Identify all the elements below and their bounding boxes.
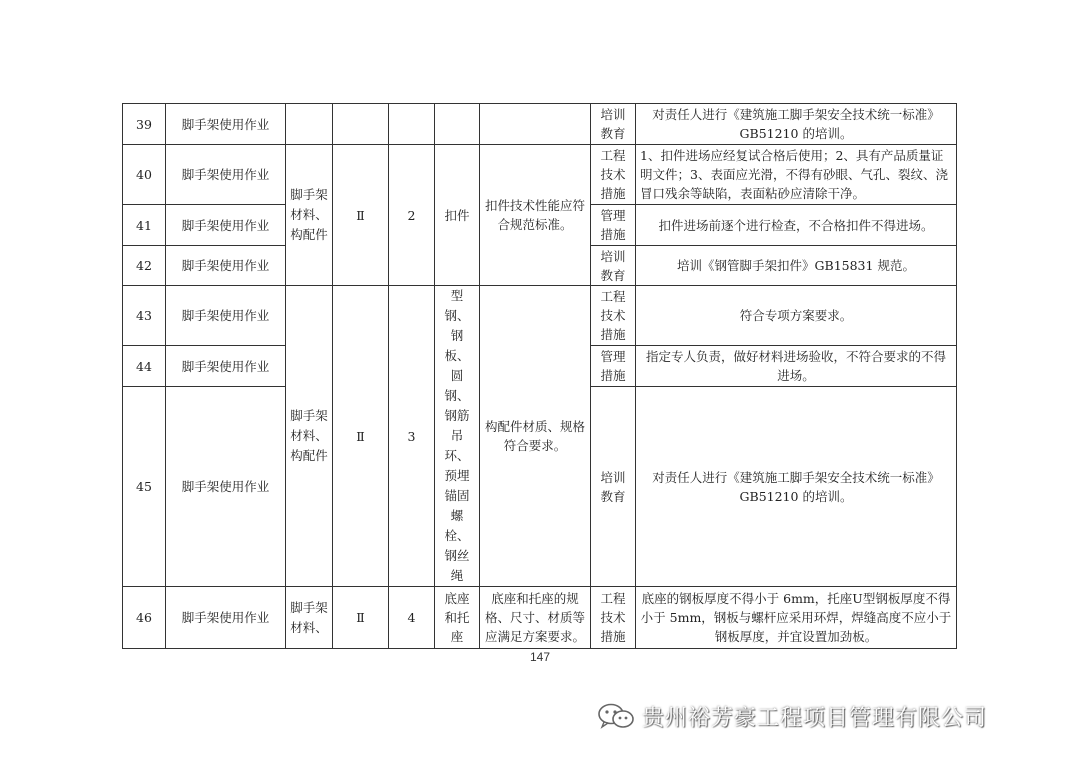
work-item: 脚手架使用作业 — [166, 246, 286, 286]
category-cell: 脚手架材料、构配件 — [286, 286, 333, 587]
measure-text: 扣件进场前逐个进行检查，不合格扣件不得进场。 — [636, 205, 957, 246]
measure-text: 指定专人负责，做好材料进场验收，不符合要求的不得进场。 — [636, 346, 957, 387]
work-item: 脚手架使用作业 — [166, 346, 286, 387]
row-number: 42 — [123, 246, 166, 286]
work-item: 脚手架使用作业 — [166, 205, 286, 246]
code-cell: 2 — [389, 145, 435, 286]
work-item: 脚手架使用作业 — [166, 145, 286, 205]
work-item: 脚手架使用作业 — [166, 104, 286, 145]
measure-text: 培训《钢管脚手架扣件》GB15831 规范。 — [636, 246, 957, 286]
measure-type: 管理措施 — [591, 346, 636, 387]
row-number: 43 — [123, 286, 166, 346]
category-cell — [286, 104, 333, 145]
work-item: 脚手架使用作业 — [166, 387, 286, 587]
page-number: 147 — [529, 650, 551, 664]
table-row — [123, 587, 957, 649]
measure-text: 1、扣件进场应经复试合格后使用；2、具有产品质量证明文件；3、表面应光滑，不得有砂眼、气孔、裂纹、浇冒口残余等缺陷，表面粘砂应清除干净。 — [636, 145, 957, 205]
requirement-cell: 构配件材质、规格符合要求。 — [480, 286, 591, 587]
row-number: 46 — [123, 587, 166, 649]
measure-text: 对责任人进行《建筑施工脚手架安全技术统一标准》GB51210 的培训。 — [636, 104, 957, 145]
object-cell: 底座和托座 — [435, 587, 480, 649]
code-cell: 3 — [389, 286, 435, 587]
work-item: 脚手架使用作业 — [166, 587, 286, 649]
requirement-cell: 底座和托座的规格、尺寸、材质等应满足方案要求。 — [480, 587, 591, 649]
measure-type: 管理措施 — [591, 205, 636, 246]
wechat-icon — [596, 702, 636, 730]
measure-type: 工程技术措施 — [591, 145, 636, 205]
object-cell: 扣件 — [435, 145, 480, 286]
table-row — [123, 145, 957, 205]
level-cell — [333, 104, 389, 145]
row-number: 39 — [123, 104, 166, 145]
table-row — [123, 286, 957, 346]
table-row — [123, 104, 957, 145]
requirement-cell — [480, 104, 591, 145]
category-cell: 脚手架材料、构配件 — [286, 145, 333, 286]
level-cell: Ⅱ — [333, 587, 389, 649]
object-cell — [435, 104, 480, 145]
measure-type: 工程技术措施 — [591, 286, 636, 346]
level-cell: Ⅱ — [333, 286, 389, 587]
row-number: 40 — [123, 145, 166, 205]
object-cell: 型钢、钢板、圆钢、钢筋吊环、预埋锚固螺栓、钢丝绳 — [435, 286, 480, 587]
measure-text: 对责任人进行《建筑施工脚手架安全技术统一标准》GB51210 的培训。 — [636, 387, 957, 587]
watermark — [596, 700, 987, 732]
category-cell: 脚手架材料、 — [286, 587, 333, 649]
measure-text: 符合专项方案要求。 — [636, 286, 957, 346]
row-number: 44 — [123, 346, 166, 387]
requirement-cell: 扣件技术性能应符合规范标准。 — [480, 145, 591, 286]
measure-text: 底座的钢板厚度不得小于 6mm，托座U型钢板厚度不得小于 5mm，钢板与螺杆应采用环焊，焊缝高度不应小于钢板厚度，并宜设置加劲板。 — [636, 587, 957, 649]
measure-type: 工程技术措施 — [591, 587, 636, 649]
watermark-text: 贵州裕芳豪工程项目管理有限公司 — [642, 705, 988, 731]
measure-type: 培训教育 — [591, 104, 636, 145]
level-cell: Ⅱ — [333, 145, 389, 286]
measure-type: 培训教育 — [591, 246, 636, 286]
safety-measures-table — [122, 103, 957, 649]
work-item: 脚手架使用作业 — [166, 286, 286, 346]
row-number: 41 — [123, 205, 166, 246]
row-number: 45 — [123, 387, 166, 587]
measure-type: 培训教育 — [591, 387, 636, 587]
code-cell — [389, 104, 435, 145]
code-cell: 4 — [389, 587, 435, 649]
